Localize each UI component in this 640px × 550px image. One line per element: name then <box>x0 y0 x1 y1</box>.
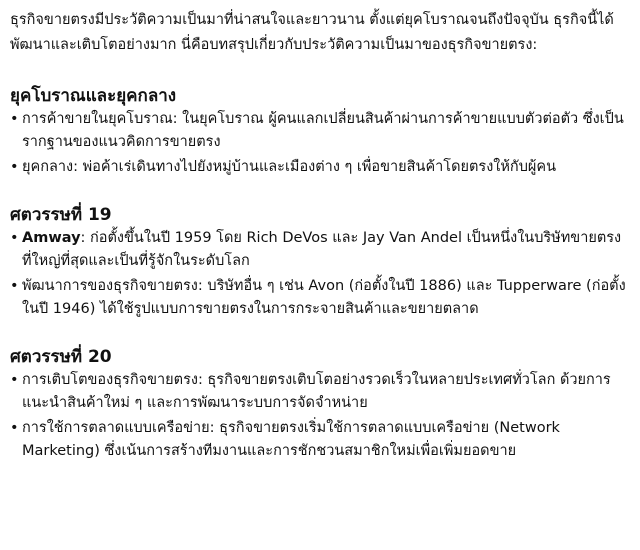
section-list-20th-century <box>10 369 630 463</box>
item-term: Amway <box>22 230 81 246</box>
list-item <box>10 275 630 321</box>
list-item <box>10 156 630 179</box>
item-text: การใช้การตลาดแบบเครือข่าย: ธุรกิจขายตรงเริ่มใช้การตลาดแบบเครือข่าย (Network Marketing) ซึ่งเน้นการสร้างทีมงานและการชักชวนสมาชิกใหม่เพื่อเพิ่มยอดขาย <box>22 420 560 459</box>
item-text: : ก่อตั้งขึ้นในปี 1959 โดย Rich DeVos และ Jay Van Andel เป็นหนึ่งในบริษัทขายตรงที่ใหญ่ที่สุดและเป็นที่รู้จักในระดับโลก <box>22 230 622 269</box>
list-item <box>10 369 630 415</box>
item-text: พัฒนาการของธุรกิจขายตรง: บริษัทอื่น ๆ เช่น Avon (ก่อตั้งในปี 1886) และ Tupperware (ก่อตั้งในปี 1946) ได้ใช้รูปแบบการขายตรงในการกระจายสินค้าและขยายตลาด <box>22 278 626 317</box>
section-heading-20th-century: ศตวรรษที่ 20 <box>10 347 112 367</box>
item-text: การค้าขายในยุคโบราณ: ในยุคโบราณ ผู้คนแลกเปลี่ยนสินค้าผ่านการค้าขายแบบตัวต่อตัว ซึ่งเป็นรากฐานของแนวคิดการขายตรง <box>22 111 624 150</box>
list-item <box>10 417 630 463</box>
section-heading-19th-century: ศตวรรษที่ 19 <box>10 205 112 225</box>
list-item <box>10 108 630 154</box>
item-text: การเติบโตของธุรกิจขายตรง: ธุรกิจขายตรงเติบโตอย่างรวดเร็วในหลายประเทศทั่วโลก ด้วยการแนะนำสินค้าใหม่ ๆ และการพัฒนาระบบการจัดจำหน่าย <box>22 372 611 411</box>
section-list-19th-century <box>10 227 630 321</box>
item-text: ยุคกลาง: พ่อค้าเร่เดินทางไปยังหมู่บ้านและเมืองต่าง ๆ เพื่อขายสินค้าโดยตรงให้กับผู้คน <box>22 159 557 175</box>
section-heading-ancient-medieval: ยุคโบราณและยุคกลาง <box>10 86 177 106</box>
list-item <box>10 227 630 273</box>
section-list-ancient-medieval <box>10 108 630 179</box>
intro-paragraph: ธุรกิจขายตรงมีประวัติความเป็นมาที่น่าสนใจและยาวนาน ตั้งแต่ยุคโบราณจนถึงปัจจุบัน ธุรกิจนี้ได้พัฒนาและเติบโตอย่างมาก นี่คือบทสรุปเกี่ยวกับประวัติความเป็นมาของธุรกิจขายตรง: <box>10 12 614 53</box>
